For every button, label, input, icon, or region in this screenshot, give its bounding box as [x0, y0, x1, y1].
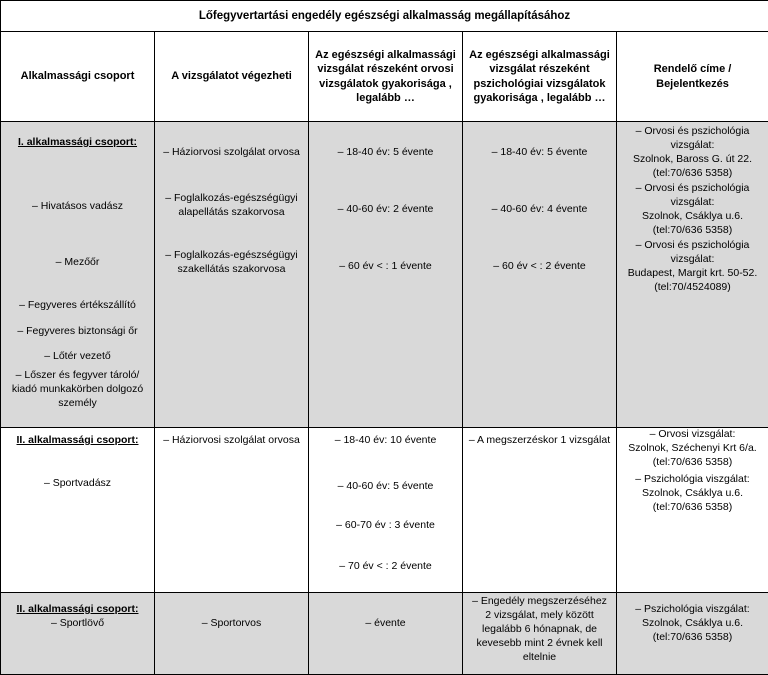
list-item: Szolnok, Baross G. út 22. — [617, 153, 768, 167]
list-item: – Pszichológia viszgálat: — [617, 603, 768, 617]
list-item: – 18-40 év: 5 évente — [309, 146, 462, 160]
list-item: – Sportorvos — [155, 617, 308, 631]
list-item: – Orvosi és pszichológia — [617, 239, 768, 253]
list-item: – Sportvadász — [1, 477, 154, 491]
list-item: 2 vizsgálat, mely között — [463, 609, 616, 623]
group2-title: II. alkalmassági csoport: — [1, 434, 154, 448]
list-item: vizsgálat: — [617, 253, 768, 267]
group3-examiner — [155, 593, 309, 675]
group1-category — [1, 122, 155, 428]
header-examiner: A vizsgálatot végezheti — [155, 32, 309, 122]
list-item: – A megszerzéskor 1 vizsgálat — [463, 434, 616, 448]
list-item: (tel:70/636 5358) — [617, 167, 768, 181]
list-item: (tel:70/636 5358) — [617, 501, 768, 515]
list-item: – 40-60 év: 4 évente — [463, 203, 616, 217]
list-item: Szolnok, Csáklya u.6. — [617, 487, 768, 501]
list-item: – Lőtér vezető — [1, 350, 154, 364]
group2-address — [617, 428, 768, 593]
list-item: – Orvosi vizsgálat: — [617, 428, 768, 442]
group3-address — [617, 593, 768, 675]
header-group: Alkalmassági csoport — [1, 32, 155, 122]
list-item: kevesebb mint 2 évnek kell — [463, 637, 616, 651]
group2-psych — [463, 428, 617, 593]
list-item: Budapest, Margit krt. 50-52. — [617, 267, 768, 281]
group1-psych — [463, 122, 617, 428]
list-item: alapellátás szakorvosa — [155, 206, 308, 220]
list-item: – 60 év < : 2 évente — [463, 260, 616, 274]
list-item: – 40-60 év: 5 évente — [309, 480, 462, 494]
list-item: – Foglalkozás-egészségügyi — [155, 249, 308, 263]
list-item: – Engedély megszerzéséhez — [463, 595, 616, 609]
list-item: (tel:70/636 5358) — [617, 631, 768, 645]
list-item: Szolnok, Csáklya u.6. — [617, 617, 768, 631]
table-title: Lőfegyvertartási engedély egészségi alkalmasság megállapításához — [1, 1, 768, 32]
list-item: vizsgálat: — [617, 139, 768, 153]
list-item: Szolnok, Csáklya u.6. — [617, 210, 768, 224]
list-item: – 18-40 év: 5 évente — [463, 146, 616, 160]
group3-psych — [463, 593, 617, 675]
list-item: – Mezőőr — [1, 256, 154, 270]
list-item: (tel:70/636 5358) — [617, 224, 768, 238]
list-item: – 70 év < : 2 évente — [309, 560, 462, 574]
list-item: – Fegyveres értékszállító — [1, 299, 154, 313]
header-medical-frequency: Az egészségi alkalmassági vizsgálat részeként orvosi vizsgálatok gyakorisága , legalább … — [309, 32, 463, 122]
list-item: – Orvosi és pszichológia — [617, 125, 768, 139]
list-item: kiadó munkakörben dolgozó — [1, 383, 154, 397]
list-item: szakellátás szakorvosa — [155, 263, 308, 277]
group2-examiner — [155, 428, 309, 593]
header-address: Rendelő címe / Bejelentkezés — [617, 32, 768, 122]
group1-address — [617, 122, 768, 428]
list-item: – Fegyveres biztonsági őr — [1, 325, 154, 339]
group1-medical — [309, 122, 463, 428]
list-item: (tel:70/636 5358) — [617, 456, 768, 470]
list-item: – Pszichológia viszgálat: — [617, 473, 768, 487]
group3-title: II. alkalmassági csoport: — [1, 603, 154, 617]
group1-examiner — [155, 122, 309, 428]
list-item: személy — [1, 397, 154, 411]
table-row — [1, 122, 768, 428]
list-item: – Hivatásos vadász — [1, 200, 154, 214]
table-row — [1, 593, 768, 675]
list-item: vizsgálat: — [617, 196, 768, 210]
list-item: – Orvosi és pszichológia — [617, 182, 768, 196]
group1-title: I. alkalmassági csoport: — [1, 136, 154, 150]
list-item: – Lőszer és fegyver tároló/ — [1, 369, 154, 383]
header-psych-frequency: Az egészségi alkalmassági vizsgálat részeként pszichológiai vizsgálatok gyakorisága , legalább … — [463, 32, 617, 122]
group2-medical — [309, 428, 463, 593]
table-row — [1, 428, 768, 593]
group3-category — [1, 593, 155, 675]
list-item: – Foglalkozás-egészségügyi — [155, 192, 308, 206]
list-item: legalább 6 hónapnak, de — [463, 623, 616, 637]
list-item: eltelnie — [463, 651, 616, 665]
list-item: Szolnok, Széchenyi Krt 6/a. — [617, 442, 768, 456]
list-item: – Sportlövő — [1, 617, 154, 631]
list-item: – 60 év < : 1 évente — [309, 260, 462, 274]
list-item: – 18-40 év: 10 évente — [309, 434, 462, 448]
group2-category — [1, 428, 155, 593]
list-item: – évente — [309, 617, 462, 631]
list-item: – 60-70 év : 3 évente — [309, 519, 462, 533]
list-item: – Háziorvosi szolgálat orvosa — [155, 146, 308, 160]
list-item: (tel:70/4524089) — [617, 281, 768, 295]
group3-medical — [309, 593, 463, 675]
list-item: – Háziorvosi szolgálat orvosa — [155, 434, 308, 448]
list-item: – 40-60 év: 2 évente — [309, 203, 462, 217]
